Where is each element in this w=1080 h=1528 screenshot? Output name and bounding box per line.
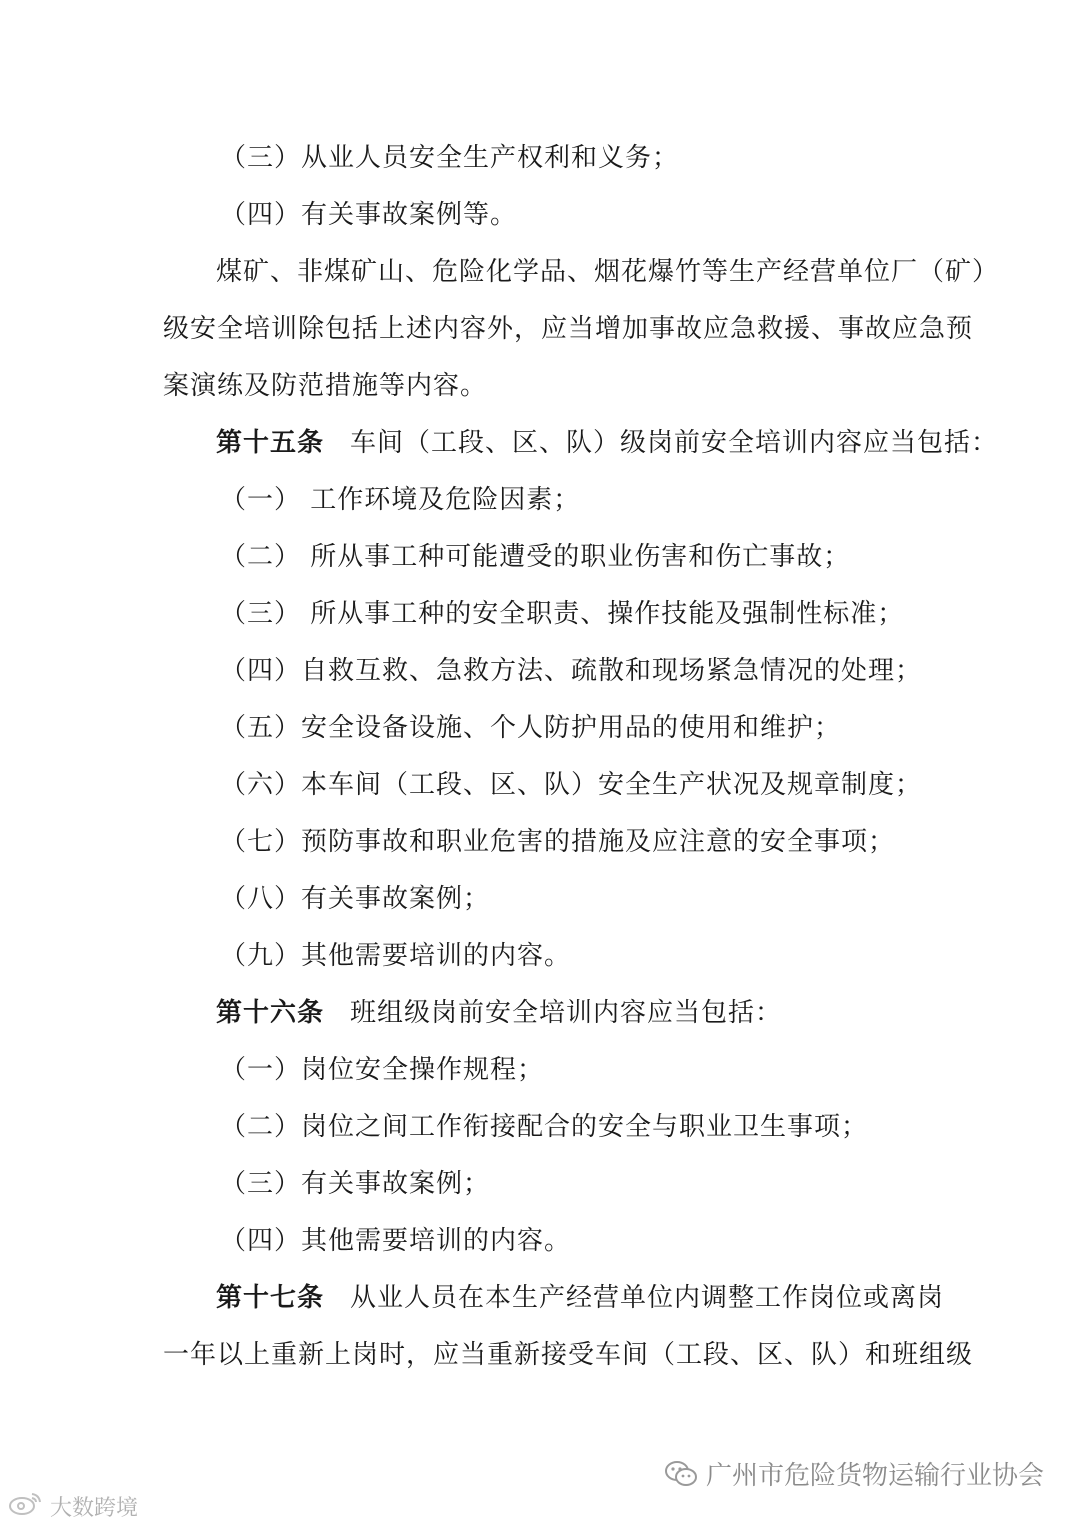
line-text: 车间（工段、区、队）级岗前安全培训内容应当包括： (350, 428, 999, 458)
list-item (220, 1111, 868, 1143)
weibo-watermark (8, 1490, 138, 1522)
wechat-icon (664, 1459, 698, 1489)
line-text: 一年以上重新上岗时，应当重新接受车间（工段、区、队）和班组级 (163, 1340, 974, 1370)
list-item (220, 712, 841, 744)
line-text: （四）有关事故案例等。 (220, 200, 518, 230)
article-number: 第十六条 (216, 998, 325, 1028)
paragraph-line (163, 370, 487, 402)
paragraph-line (163, 1339, 973, 1371)
line-text: 煤矿、非煤矿山、危险化学品、烟花爆竹等生产经营单位厂（矿） (216, 257, 1000, 287)
line-text: （三）有关事故案例； (220, 1169, 491, 1199)
article-number: 第十七条 (216, 1283, 325, 1313)
list-item (220, 199, 517, 231)
list-item (220, 1168, 490, 1200)
line-text: （八）有关事故案例； (220, 884, 491, 914)
article-heading (216, 427, 998, 459)
line-text: 从业人员在本生产经营单位内调整工作岗位或离岗 (350, 1283, 945, 1313)
line-text: （七）预防事故和职业危害的措施及应注意的安全事项； (220, 827, 896, 857)
list-item (220, 598, 904, 630)
list-item (220, 541, 850, 573)
weibo-icon (8, 1490, 44, 1522)
list-item (220, 655, 922, 687)
line-text: （四）自救互救、急救方法、疏散和现场紧急情况的处理； (220, 656, 923, 686)
list-item (220, 883, 490, 915)
line-text: （三） 所从事工种的安全职责、操作技能及强制性标准； (220, 599, 905, 629)
list-item (220, 826, 895, 858)
line-text: （二） 所从事工种可能遭受的职业伤害和伤亡事故； (220, 542, 851, 572)
list-item (220, 1225, 571, 1257)
article-heading (216, 1282, 944, 1314)
line-text: （二）岗位之间工作衔接配合的安全与职业卫生事项； (220, 1112, 869, 1142)
line-text: （三）从业人员安全生产权利和义务； (220, 143, 680, 173)
weibo-account-name: 大数跨境 (50, 1495, 139, 1521)
paragraph-line (216, 256, 999, 288)
line-text: 班组级岗前安全培训内容应当包括： (350, 998, 783, 1028)
line-text: （四）其他需要培训的内容。 (220, 1226, 572, 1256)
list-item (220, 1054, 544, 1086)
line-text: （一）岗位安全操作规程； (220, 1055, 545, 1085)
line-text: （九）其他需要培训的内容。 (220, 941, 572, 971)
list-item (220, 769, 922, 801)
line-text: 级安全培训除包括上述内容外，应当增加事故应急救援、事故应急预 (163, 314, 974, 344)
wechat-account-name: 广州市危险货物运输行业协会 (705, 1461, 1044, 1491)
line-text: （一） 工作环境及危险因素； (220, 485, 581, 515)
line-text: （五）安全设备设施、个人防护用品的使用和维护； (220, 713, 842, 743)
list-item (220, 940, 571, 972)
list-item (220, 142, 679, 174)
article-heading (216, 997, 782, 1029)
wechat-watermark (664, 1455, 1044, 1492)
paragraph-line (163, 313, 973, 345)
line-text: 案演练及防范措施等内容。 (163, 371, 488, 401)
line-text: （六）本车间（工段、区、队）安全生产状况及规章制度； (220, 770, 923, 800)
list-item (220, 484, 580, 516)
article-number: 第十五条 (216, 428, 325, 458)
